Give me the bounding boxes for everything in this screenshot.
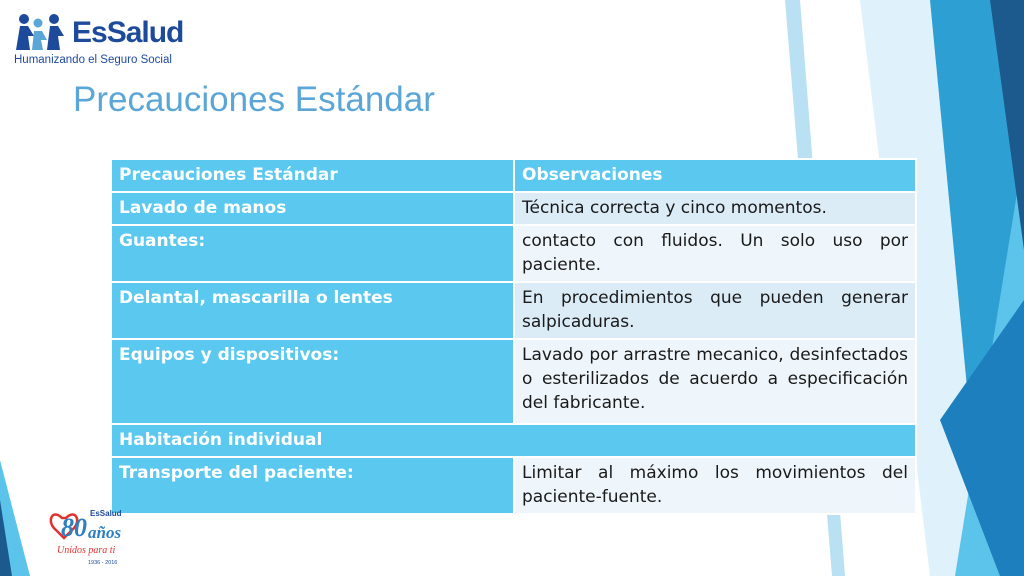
- row-label: Equipos y dispositivos:: [111, 339, 514, 424]
- essalud-tagline: Humanizando el Seguro Social: [14, 54, 172, 66]
- row-label: Transporte del paciente:: [111, 457, 514, 514]
- row-label: Habitación individual: [111, 424, 916, 457]
- anniv-word: años: [88, 523, 122, 542]
- people-figures-icon: [14, 12, 70, 52]
- anniv-slogan: Unidos para ti: [57, 545, 116, 556]
- row-observation: En procedimientos que pueden generar salpicaduras.: [514, 282, 916, 339]
- page-title: Precauciones Estándar: [73, 80, 435, 119]
- row-observation: Lavado por arrastre mecanico, desinfectados o esterilizados de acuerdo a especificación del fabricante.: [514, 339, 916, 424]
- row-label: Guantes:: [111, 225, 514, 282]
- table-row: [111, 424, 916, 457]
- row-label: Lavado de manos: [111, 192, 514, 225]
- header-precautions: Precauciones Estándar: [111, 159, 514, 192]
- anniv-years: 1936 - 2016: [88, 560, 118, 566]
- anniversary-80-anos-logo: [48, 500, 128, 570]
- header-observations: Observaciones: [514, 159, 916, 192]
- essalud-brand-text: EsSalud: [72, 16, 184, 49]
- precautions-table: [110, 158, 917, 515]
- table-row: [111, 339, 916, 424]
- row-observation: contacto con fluidos. Un solo uso por paciente.: [514, 225, 916, 282]
- table-row: [111, 192, 916, 225]
- table-row: [111, 282, 916, 339]
- row-observation: Limitar al máximo los movimientos del paciente-fuente.: [514, 457, 916, 514]
- essalud-logo: [14, 10, 184, 70]
- table-row: [111, 225, 916, 282]
- table-header-row: [111, 159, 916, 192]
- anniv-number: 80: [61, 513, 87, 542]
- row-observation: Técnica correcta y cinco momentos.: [514, 192, 916, 225]
- table-row: [111, 457, 916, 514]
- row-label: Delantal, mascarilla o lentes: [111, 282, 514, 339]
- anniv-brand: EsSalud: [90, 509, 122, 518]
